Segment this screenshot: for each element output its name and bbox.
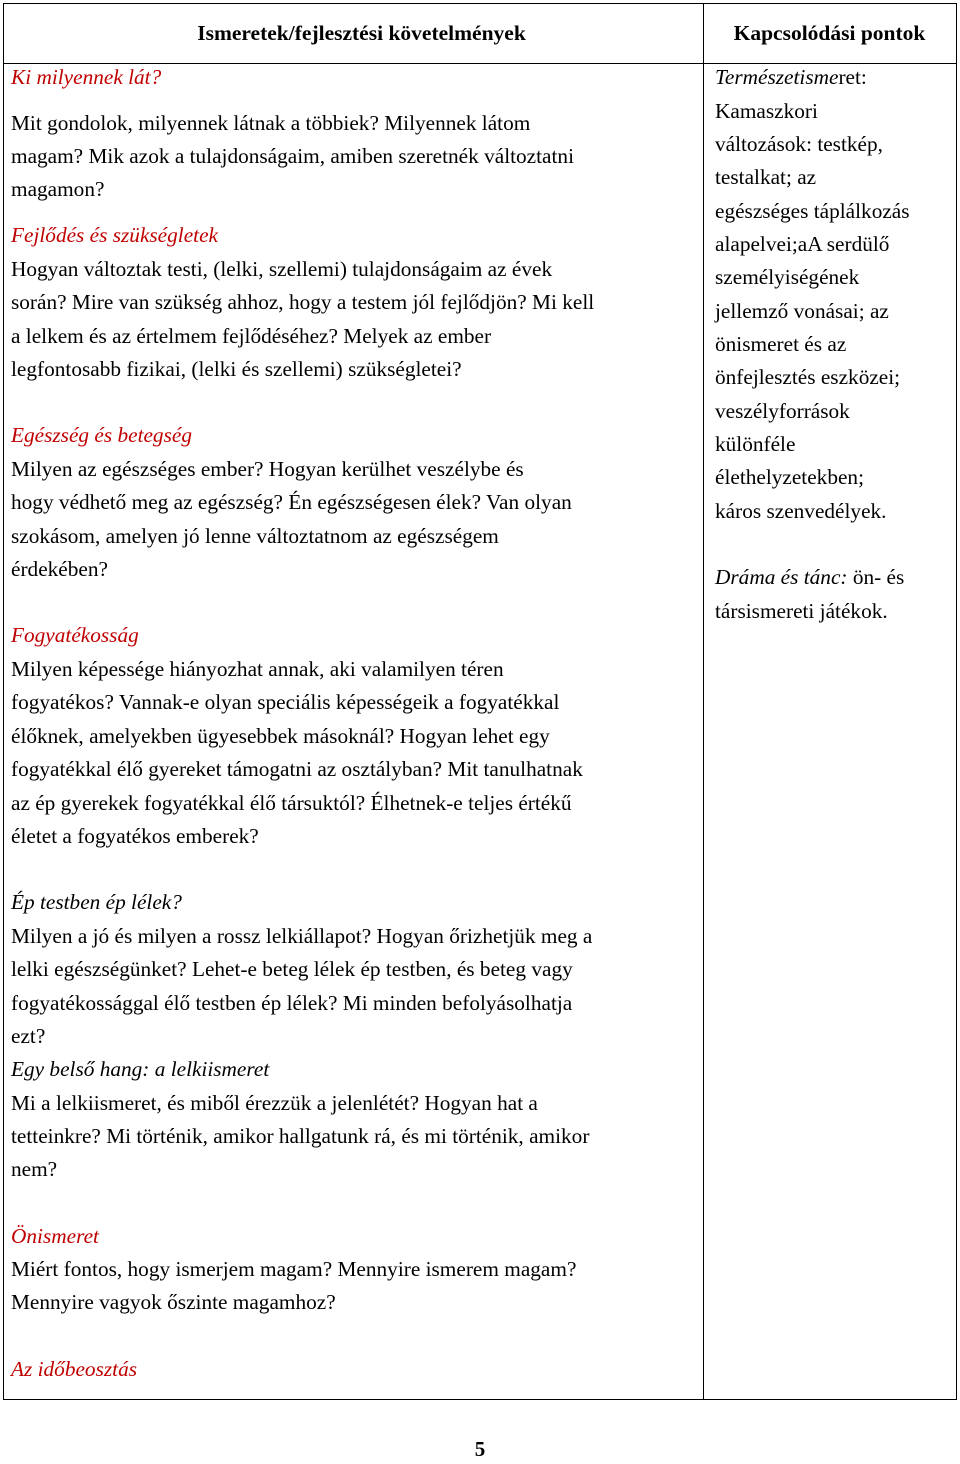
body-text-line: fogyatékos? Vannak-e olyan speciális képességeik a fogyatékkal [11,690,560,714]
connection-text-line [715,230,889,258]
body-text-line: tetteinkre? Mi történik, amikor hallgatunk rá, és mi történik, amikor [11,1124,590,1148]
body-text-line: magamon? [11,177,105,201]
section-heading: Ki milyennek lát? [11,65,162,89]
connection-text: jellemző vonásai; az [715,299,889,323]
section-heading: Önismeret [11,1224,99,1248]
body-text-line: hogy védhető meg az egészség? Én egészségesen élek? Van olyan [11,490,572,514]
connection-text: káros szenvedélyek. [715,499,887,523]
body-text-line: az ép gyerekek fogyatékkal élő társuktól? Élhetnek-e teljes értékű [11,791,572,815]
body-text-line: lelki egészségünket? Lehet-e beteg lélek ép testben, és beteg vagy [11,957,573,981]
body-text-line: élőknek, amelyekben ügyesebbek másoknál? Hogyan lehet egy [11,724,550,748]
body-text-line: Mi a lelkiismeret, és miből érezzük a jelenlétét? Hogyan hat a [11,1091,538,1115]
body-text-line: magam? Mik azok a tulajdonságaim, amiben szeretnék változtatni [11,144,574,168]
connection-text-line [715,497,887,525]
body-text-line: Milyen képessége hiányozhat annak, aki valamilyen téren [11,657,504,681]
body-text-line: érdekében? [11,557,108,581]
connection-text-line [715,97,818,125]
body-text-line: Mennyire vagyok őszinte magamhoz? [11,1290,336,1314]
body-text-line: Mit gondolok, milyennek látnak a többiek? Milyennek látom [11,111,531,135]
header-connections: Kapcsolódási pontok [733,21,926,45]
connection-text-line [715,430,795,458]
connection-text-line [715,130,883,158]
section-heading: Egészség és betegség [11,423,192,447]
body-text-line: életet a fogyatékos emberek? [11,824,259,848]
connection-text: társismereti játékok. [715,599,888,623]
connection-text: alapelvei;aA serdülő [715,232,890,256]
body-text-line: Milyen a jó és milyen a rossz lelkiállapot? Hogyan őrizhetjük meg a [11,924,593,948]
body-text-line: Milyen az egészséges ember? Hogyan kerülhet veszélybe és [11,457,524,481]
section-heading: Fogyatékosság [11,623,139,647]
connection-text: egészséges táplálkozás [715,199,910,223]
subject-name: Természetisme [715,65,839,89]
body-text-line: legfontosabb fizikai, (lelki és szellemi) szükségletei? [11,357,462,381]
subject-name: Dráma és tánc: [715,565,848,589]
body-text-line: Miért fontos, hogy ismerjem magam? Mennyire ismerem magam? [11,1257,577,1281]
connection-text: veszélyforrások [715,399,850,423]
page-number: 5 [474,1437,486,1461]
connection-text-line [715,163,816,191]
body-text-line: szokásom, amelyen jó lenne változtatnom az egészségem [11,524,499,548]
body-text-line: Hogyan változtak testi, (lelki, szellemi) tulajdonságaim az évek [11,257,553,281]
connection-text-line [715,63,867,91]
connection-text: élethelyzetekben; [715,465,864,489]
connection-text: Kamaszkori [715,99,818,123]
connection-text: változások: testkép, [715,132,883,156]
connection-text-line [715,330,846,358]
section-heading: Fejlődés és szükségletek [11,223,218,247]
section-heading: Ép testben ép lélek? [11,890,182,914]
connection-text: önfejlesztés eszközei; [715,365,901,389]
column-divider [703,4,704,1399]
connection-text-line [715,363,900,391]
connection-text-line [715,563,904,591]
body-text-line: fogyatékkal élő gyereket támogatni az osztályban? Mit tanulhatnak [11,757,583,781]
body-text-line: ezt? [11,1024,46,1048]
section-heading: Az időbeosztás [11,1357,138,1381]
connection-text: testalkat; az [715,165,817,189]
connection-text-line [715,463,864,491]
body-text-line: a lelkem és az értelmem fejlődéséhez? Melyek az ember [11,324,492,348]
connection-text: önismeret és az [715,332,847,356]
body-text-line: során? Mire van szükség ahhoz, hogy a testem jól fejlődjön? Mi kell [11,290,595,314]
connection-text: ön- és [847,565,905,589]
connection-text-line [715,397,850,425]
header-requirements: Ismeretek/fejlesztési követelmények [197,21,526,45]
connection-text: ret: [838,65,867,89]
connection-text: különféle [715,432,796,456]
content-table [3,3,957,1400]
connection-text-line [715,197,910,225]
connection-text-line [715,297,889,325]
body-text-line: nem? [11,1157,58,1181]
connection-text-line [715,263,859,291]
connection-text-line [715,597,888,625]
connection-text: személyiségének [715,265,860,289]
body-text-line: fogyatékossággal élő testben ép lélek? Mi minden befolyásolhatja [11,991,573,1015]
section-heading: Egy belső hang: a lelkiismeret [11,1057,270,1081]
